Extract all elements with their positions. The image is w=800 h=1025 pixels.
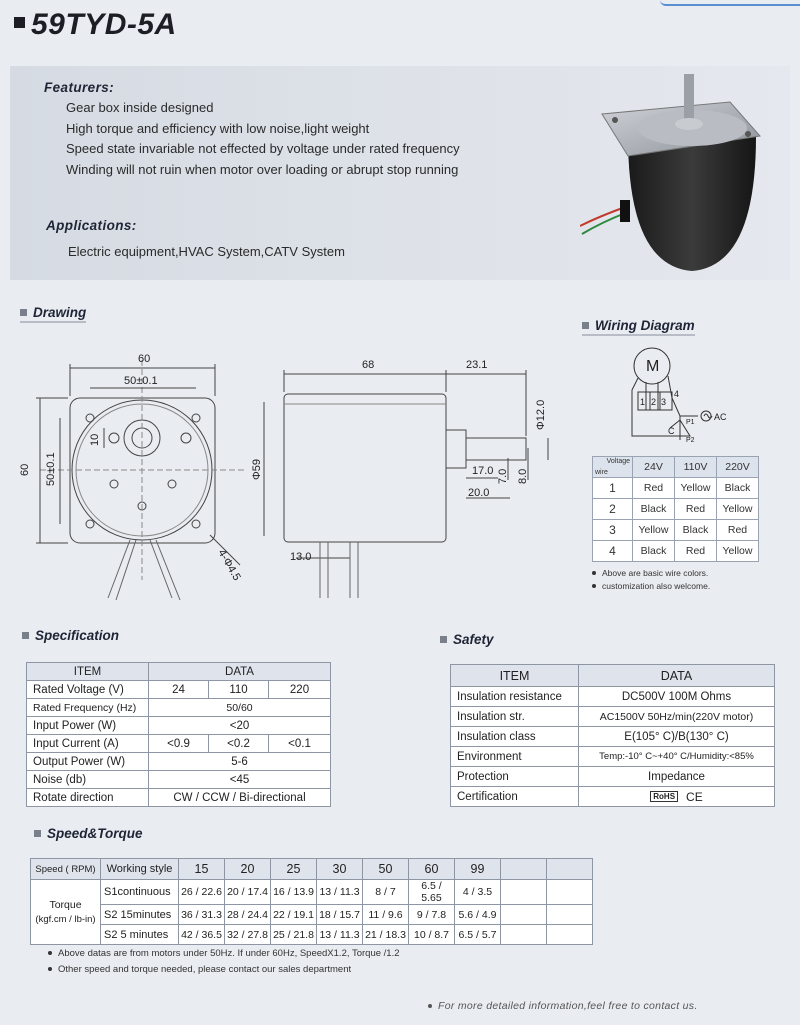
spec-value: 110	[209, 681, 269, 699]
dim-shaft-10: 10	[89, 433, 101, 446]
safety-label: Environment	[451, 747, 579, 767]
features-list	[66, 98, 460, 180]
safety-label: Protection	[451, 767, 579, 787]
output-shaft-side	[466, 438, 526, 460]
spec-value: 50/60	[149, 699, 331, 717]
drawing-heading-text: Drawing	[33, 305, 87, 320]
empty-cell	[547, 880, 593, 905]
title-square-bullet	[14, 17, 25, 28]
dim-7: 7.0	[497, 468, 509, 484]
dim-13: 13.0	[290, 551, 312, 563]
wiring-row	[593, 499, 759, 520]
corner-wire-label: wire	[595, 469, 608, 476]
drawing-heading	[20, 305, 86, 320]
safety-label: Certification	[451, 787, 579, 807]
spec-row	[27, 753, 331, 771]
spec-row	[27, 717, 331, 735]
contact-line	[428, 1000, 698, 1012]
empty-cell	[501, 880, 547, 905]
torque-label: Torque	[49, 898, 82, 911]
contact-text: For more detailed information,feel free to contact us.	[438, 1000, 698, 1012]
feature-item: High torque and efficiency with low noise,light weight	[66, 120, 370, 136]
speed-torque-table	[30, 858, 593, 945]
spec-row	[27, 681, 331, 699]
spec-row	[27, 789, 331, 807]
safety-row	[451, 787, 775, 807]
dim-8: 8.0	[517, 468, 529, 484]
dim-vert-50: 50±0.1	[45, 452, 57, 486]
empty-cell	[501, 905, 547, 925]
dim-17: 17.0	[472, 465, 494, 477]
wiring-row	[593, 478, 759, 499]
spec-label: Rotate direction	[27, 789, 149, 807]
torque-value: 36 / 31.3	[179, 905, 225, 925]
safety-row	[451, 707, 775, 727]
heading-underline	[20, 321, 86, 323]
safety-label: Insulation resistance	[451, 687, 579, 707]
working-style: S1continuous	[101, 880, 179, 905]
safety-value	[579, 787, 775, 807]
wire-color: Yellow	[717, 499, 759, 520]
dim-dia-12: Φ12.0	[535, 399, 547, 430]
torque-value: 9 / 7.8	[409, 905, 455, 925]
working-style: S2 15minutes	[101, 905, 179, 925]
rpm-header: 30	[317, 859, 363, 880]
spec-label: Noise (db)	[27, 771, 149, 789]
wire-color: Black	[717, 478, 759, 499]
square-bullet-icon	[582, 322, 589, 329]
speed-rpm-header: Speed ( RPM)	[31, 859, 101, 880]
wire-color: Black	[633, 499, 675, 520]
corner-cell	[593, 457, 633, 478]
specification-table	[26, 662, 331, 807]
screw-hole	[168, 480, 176, 488]
feature-item: Winding will not ruin when motor over loading or abrupt stop running	[66, 161, 459, 177]
wiring-heading	[582, 318, 695, 333]
safety-header-row	[451, 665, 775, 687]
torque-value: 10 / 8.7	[409, 925, 455, 945]
wire-color: Red	[675, 499, 717, 520]
spec-label: Rated Frequency (Hz)	[27, 699, 149, 717]
feature-item: Speed state invariable not effected by voltage under rated frequency	[66, 141, 460, 156]
torque-value: 20 / 17.4	[225, 880, 271, 905]
mount-hole	[86, 520, 94, 528]
square-bullet-icon	[20, 309, 27, 316]
wiring-row	[593, 541, 759, 562]
torque-label-cell	[31, 880, 101, 945]
torque-value: 28 / 24.4	[225, 905, 271, 925]
applications-heading: Applications:	[46, 218, 137, 233]
torque-value: 21 / 18.3	[363, 925, 409, 945]
working-style-header: Working style	[101, 859, 179, 880]
ce-logo: CE	[686, 789, 703, 804]
square-bullet-icon	[22, 632, 29, 639]
speed-note-text: Above datas are from motors under 50Hz. If under 60Hz, SpeedX1.2, Torque /1.2	[58, 948, 400, 959]
rpm-header: 15	[179, 859, 225, 880]
mount-hole	[86, 414, 94, 422]
safety-value: Impedance	[579, 767, 775, 787]
safety-heading-text: Safety	[453, 632, 494, 647]
wire-number: 3	[593, 520, 633, 541]
p2-label: P2	[686, 437, 695, 444]
wiring-row	[593, 520, 759, 541]
spec-value: <0.1	[269, 735, 331, 753]
mount-hole	[192, 520, 200, 528]
torque-row	[31, 880, 593, 905]
safety-heading	[440, 632, 494, 647]
voltage-header: 24V	[633, 457, 675, 478]
rpm-header: 99	[455, 859, 501, 880]
spec-row	[27, 771, 331, 789]
safety-row	[451, 727, 775, 747]
wiring-color-table	[592, 456, 759, 562]
motor-body-side	[284, 394, 446, 542]
dim-len-68: 68	[362, 359, 375, 371]
spec-item-header: ITEM	[27, 663, 149, 681]
spec-label: Output Power (W)	[27, 753, 149, 771]
torque-unit: (kgf.cm / lb-in)	[35, 913, 96, 925]
torque-row	[31, 925, 593, 945]
dim-holes-4: 4-Φ4.5	[215, 547, 243, 583]
terminal-3: 3	[661, 397, 667, 407]
spec-value: 5-6	[149, 753, 331, 771]
wire-number: 1	[593, 478, 633, 499]
motor-photo	[580, 66, 780, 276]
specification-heading	[22, 628, 119, 643]
speed-note	[48, 948, 400, 959]
safety-label: Insulation str.	[451, 707, 579, 727]
wire-color: Yellow	[675, 478, 717, 499]
wire-note-text: Above are basic wire colors.	[602, 568, 709, 578]
torque-value: 18 / 15.7	[317, 905, 363, 925]
torque-value: 13 / 11.3	[317, 925, 363, 945]
screw-hole	[181, 433, 191, 443]
square-bullet-icon	[440, 636, 447, 643]
wiring-schematic	[610, 340, 760, 450]
spec-label: Input Current (A)	[27, 735, 149, 753]
spec-value: 24	[149, 681, 209, 699]
working-style: S2 5 minutes	[101, 925, 179, 945]
spec-header-row	[27, 663, 331, 681]
boss-side	[446, 430, 466, 468]
wire-color: Red	[633, 478, 675, 499]
speed-header-row	[31, 859, 593, 880]
terminal-2: 2	[651, 397, 657, 407]
empty-cell	[547, 925, 593, 945]
empty-cell	[501, 925, 547, 945]
torque-value: 22 / 19.1	[271, 905, 317, 925]
specification-heading-text: Specification	[35, 628, 120, 643]
spec-row	[27, 699, 331, 717]
torque-row	[31, 905, 593, 925]
applications-text: Electric equipment,HVAC System,CATV System	[68, 244, 345, 259]
top-accent-line	[660, 0, 800, 6]
spec-label: Input Power (W)	[27, 717, 149, 735]
speed-torque-heading-text: Speed&Torque	[47, 826, 143, 841]
wire-color: Black	[675, 520, 717, 541]
capacitor-label: C	[668, 426, 675, 436]
safety-value: AC1500V 50Hz/min(220V motor)	[579, 707, 775, 727]
torque-value: 5.6 / 4.9	[455, 905, 501, 925]
dot-icon	[48, 967, 52, 971]
safety-row	[451, 687, 775, 707]
torque-value: 25 / 21.8	[271, 925, 317, 945]
dim-width-60: 60	[138, 353, 151, 365]
wire-note	[592, 581, 710, 591]
p1-label: P1	[686, 419, 695, 426]
dot-icon	[428, 1004, 432, 1008]
empty-cell	[547, 905, 593, 925]
safety-row	[451, 747, 775, 767]
product-title-text: 59TYD-5A	[31, 8, 177, 41]
motor-label: M	[646, 358, 660, 375]
spec-label: Rated Voltage (V)	[27, 681, 149, 699]
dim-20: 20.0	[468, 487, 490, 499]
safety-value: DC500V 100M Ohms	[579, 687, 775, 707]
torque-value: 8 / 7	[363, 880, 409, 905]
screw-hole	[110, 480, 118, 488]
spec-value: <45	[149, 771, 331, 789]
safety-label: Insulation class	[451, 727, 579, 747]
wire-number: 4	[593, 541, 633, 562]
wire-note-text: customization also welcome.	[602, 581, 711, 591]
wire-color: Red	[675, 541, 717, 562]
dim-height-60: 60	[19, 463, 31, 476]
safety-data-header: DATA	[579, 665, 775, 687]
dim-len-23: 23.1	[466, 359, 488, 371]
technical-drawing	[10, 330, 580, 610]
mount-hole	[192, 414, 200, 422]
spec-value: CW / CCW / Bi-directional	[149, 789, 331, 807]
speed-torque-heading	[34, 826, 143, 841]
wire-color: Yellow	[717, 541, 759, 562]
empty-header	[501, 859, 547, 880]
safety-item-header: ITEM	[451, 665, 579, 687]
wire-color: Red	[717, 520, 759, 541]
torque-value: 6.5 / 5.7	[455, 925, 501, 945]
rpm-header: 50	[363, 859, 409, 880]
spec-data-header: DATA	[149, 663, 331, 681]
dot-icon	[48, 951, 52, 955]
corner-voltage-label: Voltage	[606, 458, 630, 465]
empty-header	[547, 859, 593, 880]
wiring-heading-text: Wiring Diagram	[595, 318, 695, 333]
torque-value: 26 / 22.6	[179, 880, 225, 905]
voltage-header: 220V	[717, 457, 759, 478]
safety-value: Temp:-10° C~+40° C/Humidity:<85%	[579, 747, 775, 767]
wiring-header-row	[593, 457, 759, 478]
wire-number: 2	[593, 499, 633, 520]
torque-value: 16 / 13.9	[271, 880, 317, 905]
feature-item: Gear box inside designed	[66, 100, 214, 115]
wire-color: Yellow	[633, 520, 675, 541]
rpm-header: 60	[409, 859, 455, 880]
torque-value: 13 / 11.3	[317, 880, 363, 905]
square-bullet-icon	[34, 830, 41, 837]
screw-hole	[109, 433, 119, 443]
dot-icon	[592, 571, 596, 575]
speed-note-text: Other speed and torque needed, please contact our sales department	[58, 964, 352, 975]
voltage-header: 110V	[675, 457, 717, 478]
torque-value: 11 / 9.6	[363, 905, 409, 925]
features-heading: Featurers:	[44, 80, 115, 95]
spec-value: <20	[149, 717, 331, 735]
rpm-header: 25	[271, 859, 317, 880]
dim-dia-59: Φ59	[251, 458, 263, 480]
spec-value: 220	[269, 681, 331, 699]
torque-value: 42 / 36.5	[179, 925, 225, 945]
terminal-1: 1	[640, 397, 646, 407]
torque-value: 32 / 27.8	[225, 925, 271, 945]
product-title	[14, 8, 177, 42]
safety-table	[450, 664, 775, 807]
rpm-header: 20	[225, 859, 271, 880]
terminal-4: 4	[674, 389, 680, 399]
dim-holes-50: 50±0.1	[124, 375, 158, 387]
dot-icon	[592, 584, 596, 588]
spec-row	[27, 735, 331, 753]
wire-note	[592, 568, 708, 578]
safety-row	[451, 767, 775, 787]
heading-underline	[582, 334, 695, 336]
safety-value: E(105° C)/B(130° C)	[579, 727, 775, 747]
torque-value: 6.5 / 5.65	[409, 880, 455, 905]
spec-value: <0.2	[209, 735, 269, 753]
spec-value: <0.9	[149, 735, 209, 753]
rohs-logo: RoHS	[650, 791, 678, 802]
speed-note	[48, 964, 351, 975]
torque-value: 4 / 3.5	[455, 880, 501, 905]
wire-color: Black	[633, 541, 675, 562]
ac-label: AC	[714, 412, 727, 422]
